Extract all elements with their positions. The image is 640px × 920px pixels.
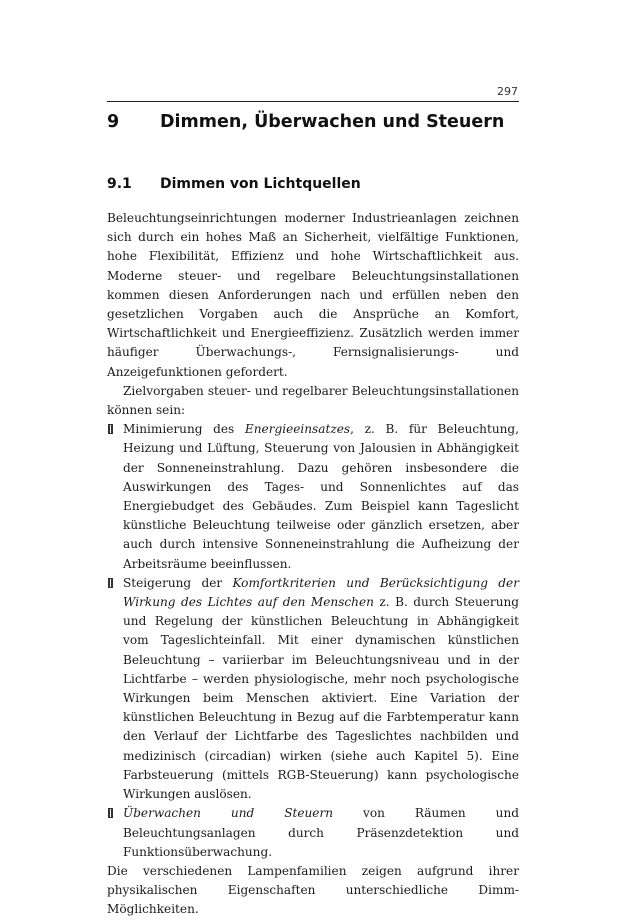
chapter-number: 9 bbox=[107, 112, 120, 132]
list-item-text: Steigerung der bbox=[123, 575, 233, 590]
bullet-marker-icon bbox=[108, 808, 113, 818]
section-title: Dimmen von Lichtquellen bbox=[160, 176, 361, 192]
chapter-title: Dimmen, Überwachen und Steuern bbox=[160, 112, 505, 132]
goals-list bbox=[107, 420, 519, 862]
list-item-emphasis: Komfortkriterien und Berücksichtigung der Wirkung des Lichtes auf den Menschen bbox=[123, 575, 519, 610]
header-rule bbox=[107, 101, 519, 102]
list-item bbox=[107, 804, 519, 862]
list-item-emphasis: Energieeinsatzes bbox=[244, 422, 351, 437]
list-item-text: , z. B. für Beleuchtung, Heizung und Lüftung, Steuerung von Jalousien in Abhängigkeit der Sonneneinstrahlung. Dazu gehören insbesondere die Auswirkungen des Tages- und Sonnenlichtes auf das Energiebudget des Gebäudes. Zum Beispiel kann Tageslicht künstliche Beleuchtung teilweise oder gänzlich ersetzen, aber auch durch intensive Sonneneinstrahlung die Aufheizung der Arbeitsräume beeinflussen. bbox=[123, 422, 519, 571]
paragraph-intro: Beleuchtungseinrichtungen moderner Industrieanlagen zeichnen sich durch ein hohes Maß an Sicherheit, vielfältige Funktionen, hohe Flexibilität, Effizienz und hohe Wirtschaftlichkeit aus. Moderne steuer- und regelbare Beleuchtungsinstallationen kommen diesen Anforderungen nach und erfüllen neben den gesetzlichen Vorgaben auch die Ansprüche an Komfort, Wirtschaftlichkeit und Energieeffizienz. Zusätzlich werden immer häufiger Überwachungs-, Fernsignalisierungs- und Anzeigefunktionen gefordert. bbox=[107, 211, 519, 379]
list-item bbox=[107, 574, 519, 804]
section-heading bbox=[107, 176, 361, 192]
bullet-marker-icon bbox=[108, 424, 113, 434]
body-text bbox=[107, 209, 519, 920]
list-item-text: Minimierung des bbox=[123, 422, 245, 437]
list-item-emphasis: Überwachen und Steuern bbox=[123, 806, 334, 821]
list-item bbox=[107, 420, 519, 574]
section-number: 9.1 bbox=[107, 176, 132, 192]
chapter-heading bbox=[107, 112, 504, 132]
paragraph-closing: Die verschiedenen Lampenfamilien zeigen aufgrund ihrer physikalischen Eigenschaften unterschiedliche Dimm-Möglichkeiten. bbox=[107, 863, 519, 917]
list-item-text: z. B. durch Steuerung und Regelung der künstlichen Beleuchtung in Abhängigkeit vom Tageslichteinfall. Mit einer dynamischen künstlichen Beleuchtung – variierbar im Beleuchtungsniveau und in der Lichtfarbe – werden physiologische, mehr noch psychologische Wirkungen beim Menschen aktiviert. Eine Variation der künstlichen Beleuchtung in Bezug auf die Farbtemperatur kann den Verlauf der Lichtfarbe des Tageslichtes nachbilden und medizinisch (circadian) wirken (siehe auch Kapitel 5). Eine Farbsteuerung (mittels RGB-Steuerung) kann psychologische Wirkungen auslösen. bbox=[123, 595, 520, 802]
bullet-marker-icon bbox=[108, 578, 113, 588]
list-item-text: von Räumen und Beleuchtungsanlagen durch Präsenzdetektion und Funktionsüberwachung. bbox=[123, 806, 519, 859]
page-number: 297 bbox=[497, 85, 518, 98]
paragraph-goals: Zielvorgaben steuer- und regelbarer Beleuchtungsinstallationen können sein: bbox=[107, 383, 519, 418]
